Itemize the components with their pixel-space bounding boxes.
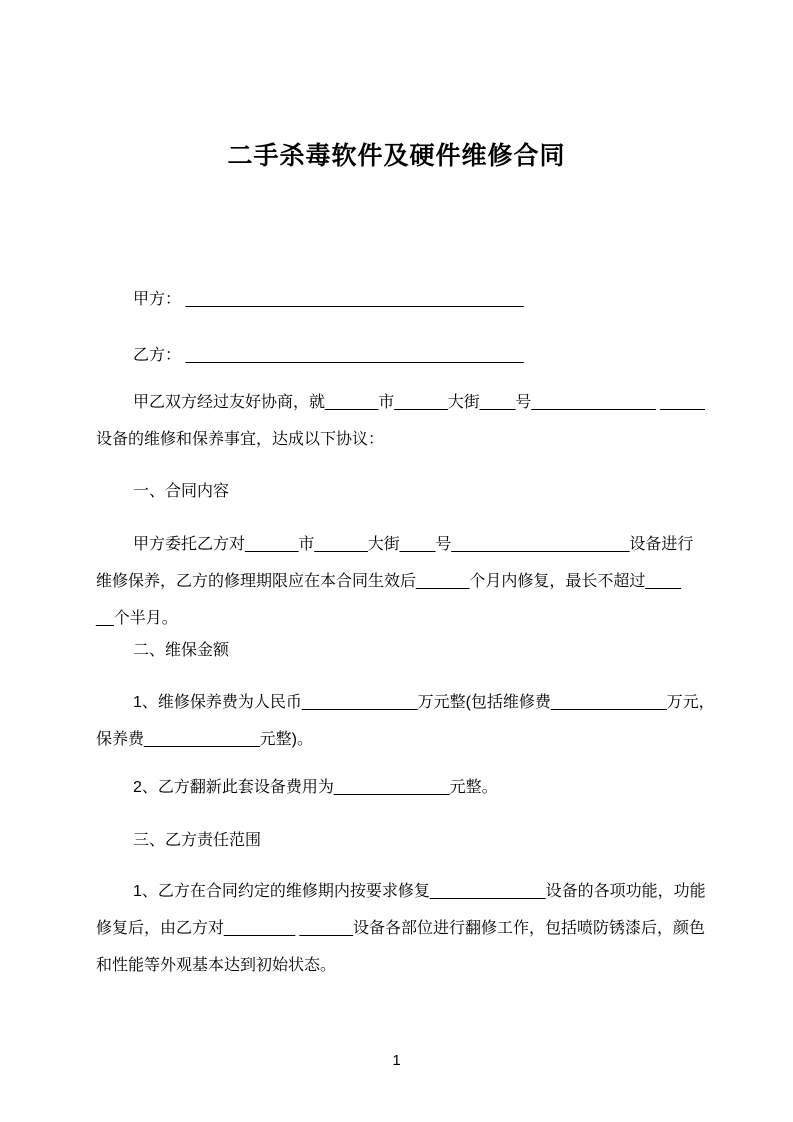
page-number: 1 [392,1052,401,1069]
section-3-heading: 三、乙方责任范围 [133,832,262,849]
section-1-paragraph-line-2: 维修保养，乙方的修理期限应在本合同生效后______个月内修复，最长不超过____ [96,573,681,590]
section-2-heading-block [96,632,736,669]
section-1-paragraph-line-3: __个半月。 [96,610,178,627]
section-3-clause-1-line-3: 和性能等外观基本达到初始状态。 [96,957,337,974]
section-2-clause-2 [96,769,736,806]
section-3-clause-1-line-2: 修复后，由乙方对________ ______设备各部位进行翻修工作，包括喷防锈漆后，颜色 [96,920,706,937]
preamble-line-2: 设备的维修和保养事宜，达成以下协议： [96,431,385,448]
section-1-heading: 一、合同内容 [133,483,230,500]
party-a-field [96,281,736,318]
section-1-paragraph [96,526,736,637]
party-a-blank-line: 甲方： ______________________________________ [133,291,524,308]
party-b-blank-line: 乙方： ______________________________________ [133,347,524,364]
section-2-clause-2-line-1: 2、乙方翻新此套设备费用为_____________元整。 [133,779,498,796]
section-1-heading-block [96,473,736,510]
section-2-clause-1 [96,684,736,758]
preamble-line-1: 甲乙双方经过友好协商，就______市______大街____号______________ _____ [133,394,705,411]
document-title: 二手杀毒软件及硬件维修合同 [227,142,566,170]
section-3-heading-block [96,822,736,859]
section-2-heading: 二、维保金额 [133,642,230,659]
section-3-clause-1-line-1: 1、乙方在合同约定的维修期内按要求修复_____________设备的各项功能，功能 [133,883,706,900]
section-2-clause-1-line-1: 1、维修保养费为人民币_____________万元整(包括维修费_____________万元， [133,694,715,711]
section-2-clause-1-line-2: 保养费_____________元整)。 [96,731,314,748]
section-3-clause-1 [96,873,736,984]
section-1-paragraph-line-1: 甲方委托乙方对______市______大街____号____________________设备进行 [133,536,694,553]
preamble-paragraph [96,384,736,458]
party-b-field [96,337,736,374]
